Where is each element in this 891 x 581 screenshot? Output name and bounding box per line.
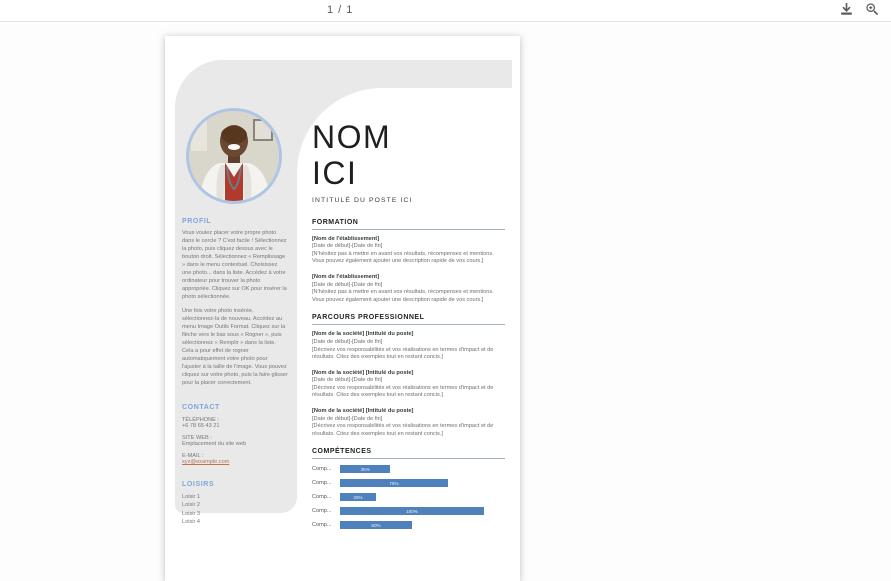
pdf-viewer-toolbar xyxy=(0,0,891,22)
parcours-entry xyxy=(312,370,505,400)
entry-name: [Nom de la société] [Intitulé du poste] xyxy=(312,331,414,338)
entry-name: [Nom de l'établissement] xyxy=(312,235,380,242)
download-button[interactable] xyxy=(837,3,855,20)
entry-name: [Nom de la société] [Intitulé du poste] xyxy=(312,369,414,376)
parcours-entry xyxy=(312,408,505,438)
skill-bar xyxy=(340,493,376,501)
skill-label: Comp... xyxy=(312,480,332,487)
entry-dates: [Date de début]-[Date de fin] xyxy=(312,281,383,288)
skill-bar-row xyxy=(312,493,505,501)
entry-dates: [Date de début]-[Date de fin] xyxy=(312,377,383,384)
skill-bar xyxy=(340,465,390,473)
entry-description: [Décrivez vos responsabilités et vos réalisations en termes d'impact et de résultats. Citez des exemples tout en restant concis.] xyxy=(312,346,494,361)
skills-bar-chart xyxy=(312,465,505,529)
loisir-item: Loisir 3 xyxy=(182,510,201,517)
skill-label: Comp... xyxy=(312,494,332,501)
contact-section-title: CONTACT xyxy=(182,403,220,411)
loisir-item: Loisir 1 xyxy=(182,493,201,500)
loisir-item: Loisir 4 xyxy=(182,518,201,525)
entry-description: [N'hésitez pas à mettre en avant vos résultats, récompenses et mentions. Vous pouvez également ajouter une description rapide de vos cours.] xyxy=(312,289,494,303)
entry-dates: [Date de début]-[Date de fin] xyxy=(312,243,383,250)
phone-label: TÉLÉPHONE : xyxy=(182,416,219,423)
skill-bar-row xyxy=(312,507,505,515)
website-value: Emplacement du site web xyxy=(182,440,247,447)
skill-bar xyxy=(340,507,484,515)
entry-description: [Décrivez vos responsabilités et vos réalisations en termes d'impact et de résultats. Citez des exemples tout en restant concis.] xyxy=(312,384,494,399)
entry-name: [Nom de l'établissement] xyxy=(312,273,380,280)
resume-main-column xyxy=(312,120,505,535)
page-indicator: 1 / 1 xyxy=(327,4,354,16)
zoom-in-icon xyxy=(865,2,879,21)
formation-entry xyxy=(312,274,505,304)
skill-bar-row xyxy=(312,521,505,529)
loisirs-section-title: LOISIRS xyxy=(182,480,215,488)
skill-bar-row xyxy=(312,465,505,473)
profile-photo-illustration xyxy=(189,111,279,201)
skill-value-label: 75% xyxy=(389,480,399,486)
skill-bar xyxy=(340,479,448,487)
skill-label: Comp... xyxy=(312,508,332,515)
parcours-entry xyxy=(312,331,505,361)
entry-dates: [Date de début]-[Date de fin] xyxy=(312,415,383,422)
skill-value-label: 25% xyxy=(353,494,363,500)
loisir-item: Loisir 2 xyxy=(182,502,201,509)
resume-sidebar xyxy=(182,218,288,526)
job-title: INTITULÉ DU POSTE ICI xyxy=(312,196,413,204)
entry-description: [N'hésitez pas à mettre en avant vos résultats, récompenses et mentions. Vous pouvez également ajouter une description rapide de vos cours.] xyxy=(312,250,494,265)
skill-label: Comp... xyxy=(312,466,332,473)
resume-page xyxy=(165,36,520,581)
profile-photo xyxy=(186,108,282,204)
profil-paragraph-1: Vous voulez placer votre propre photo dans le cercle ? C'est facile ! Sélectionnez la photo, puis cliquez dessus avec le bouton droit. Sélectionnez « Remplissage » dans le menu contextuel. Choisissez une photo... dans la liste. Accédez à votre ordinateur pour trouver la photo appropriée. Cliquez sur OK pour insérer la photo sélectionnée. xyxy=(182,230,287,300)
phone-value: +6 78 65 43 21 xyxy=(182,422,220,429)
profil-section-title: PROFIL xyxy=(182,218,212,225)
email-label: E-MAIL : xyxy=(182,452,204,459)
download-icon xyxy=(840,2,853,21)
profil-paragraph-2: Une fois votre photo insérée, sélectionnez-la de nouveau. Accédez au menu Image Outils Format. Cliquez sur la flèche vers le bas sous « Rogner », puis sélectionnez « Remplir » dans la liste. Cela a pour effet de rogner automatiquement votre photo pour l'ajuster à la taille de l'image. Vous pouvez cliquez sur votre photo, puis la faire glisser pour la placer correctement. xyxy=(182,308,288,386)
skill-value-label: 35% xyxy=(360,466,370,472)
formation-section-title: FORMATION xyxy=(312,219,505,230)
entry-description: [Décrivez vos responsabilités et vos réalisations en termes d'impact et de résultats. Citez des exemples tout en restant concis.] xyxy=(312,423,494,437)
website-label: SITE WEB : xyxy=(182,434,212,441)
email-link[interactable]: xyz@example.com xyxy=(182,458,230,465)
skill-value-label: 100% xyxy=(406,508,418,514)
entry-name: [Nom de la société] [Intitulé du poste] xyxy=(312,407,414,414)
skill-label: Comp... xyxy=(312,522,332,529)
skill-bar xyxy=(340,521,412,529)
zoom-in-button[interactable] xyxy=(863,3,881,20)
skill-value-label: 50% xyxy=(371,522,381,528)
competences-section-title: COMPÉTENCES xyxy=(312,448,505,459)
entry-dates: [Date de début]-[Date de fin] xyxy=(312,339,383,345)
parcours-section-title: PARCOURS PROFESSIONNEL xyxy=(312,314,505,325)
formation-entry xyxy=(312,236,505,266)
candidate-name: NOM ICI xyxy=(312,119,392,191)
skill-bar-row xyxy=(312,479,505,487)
